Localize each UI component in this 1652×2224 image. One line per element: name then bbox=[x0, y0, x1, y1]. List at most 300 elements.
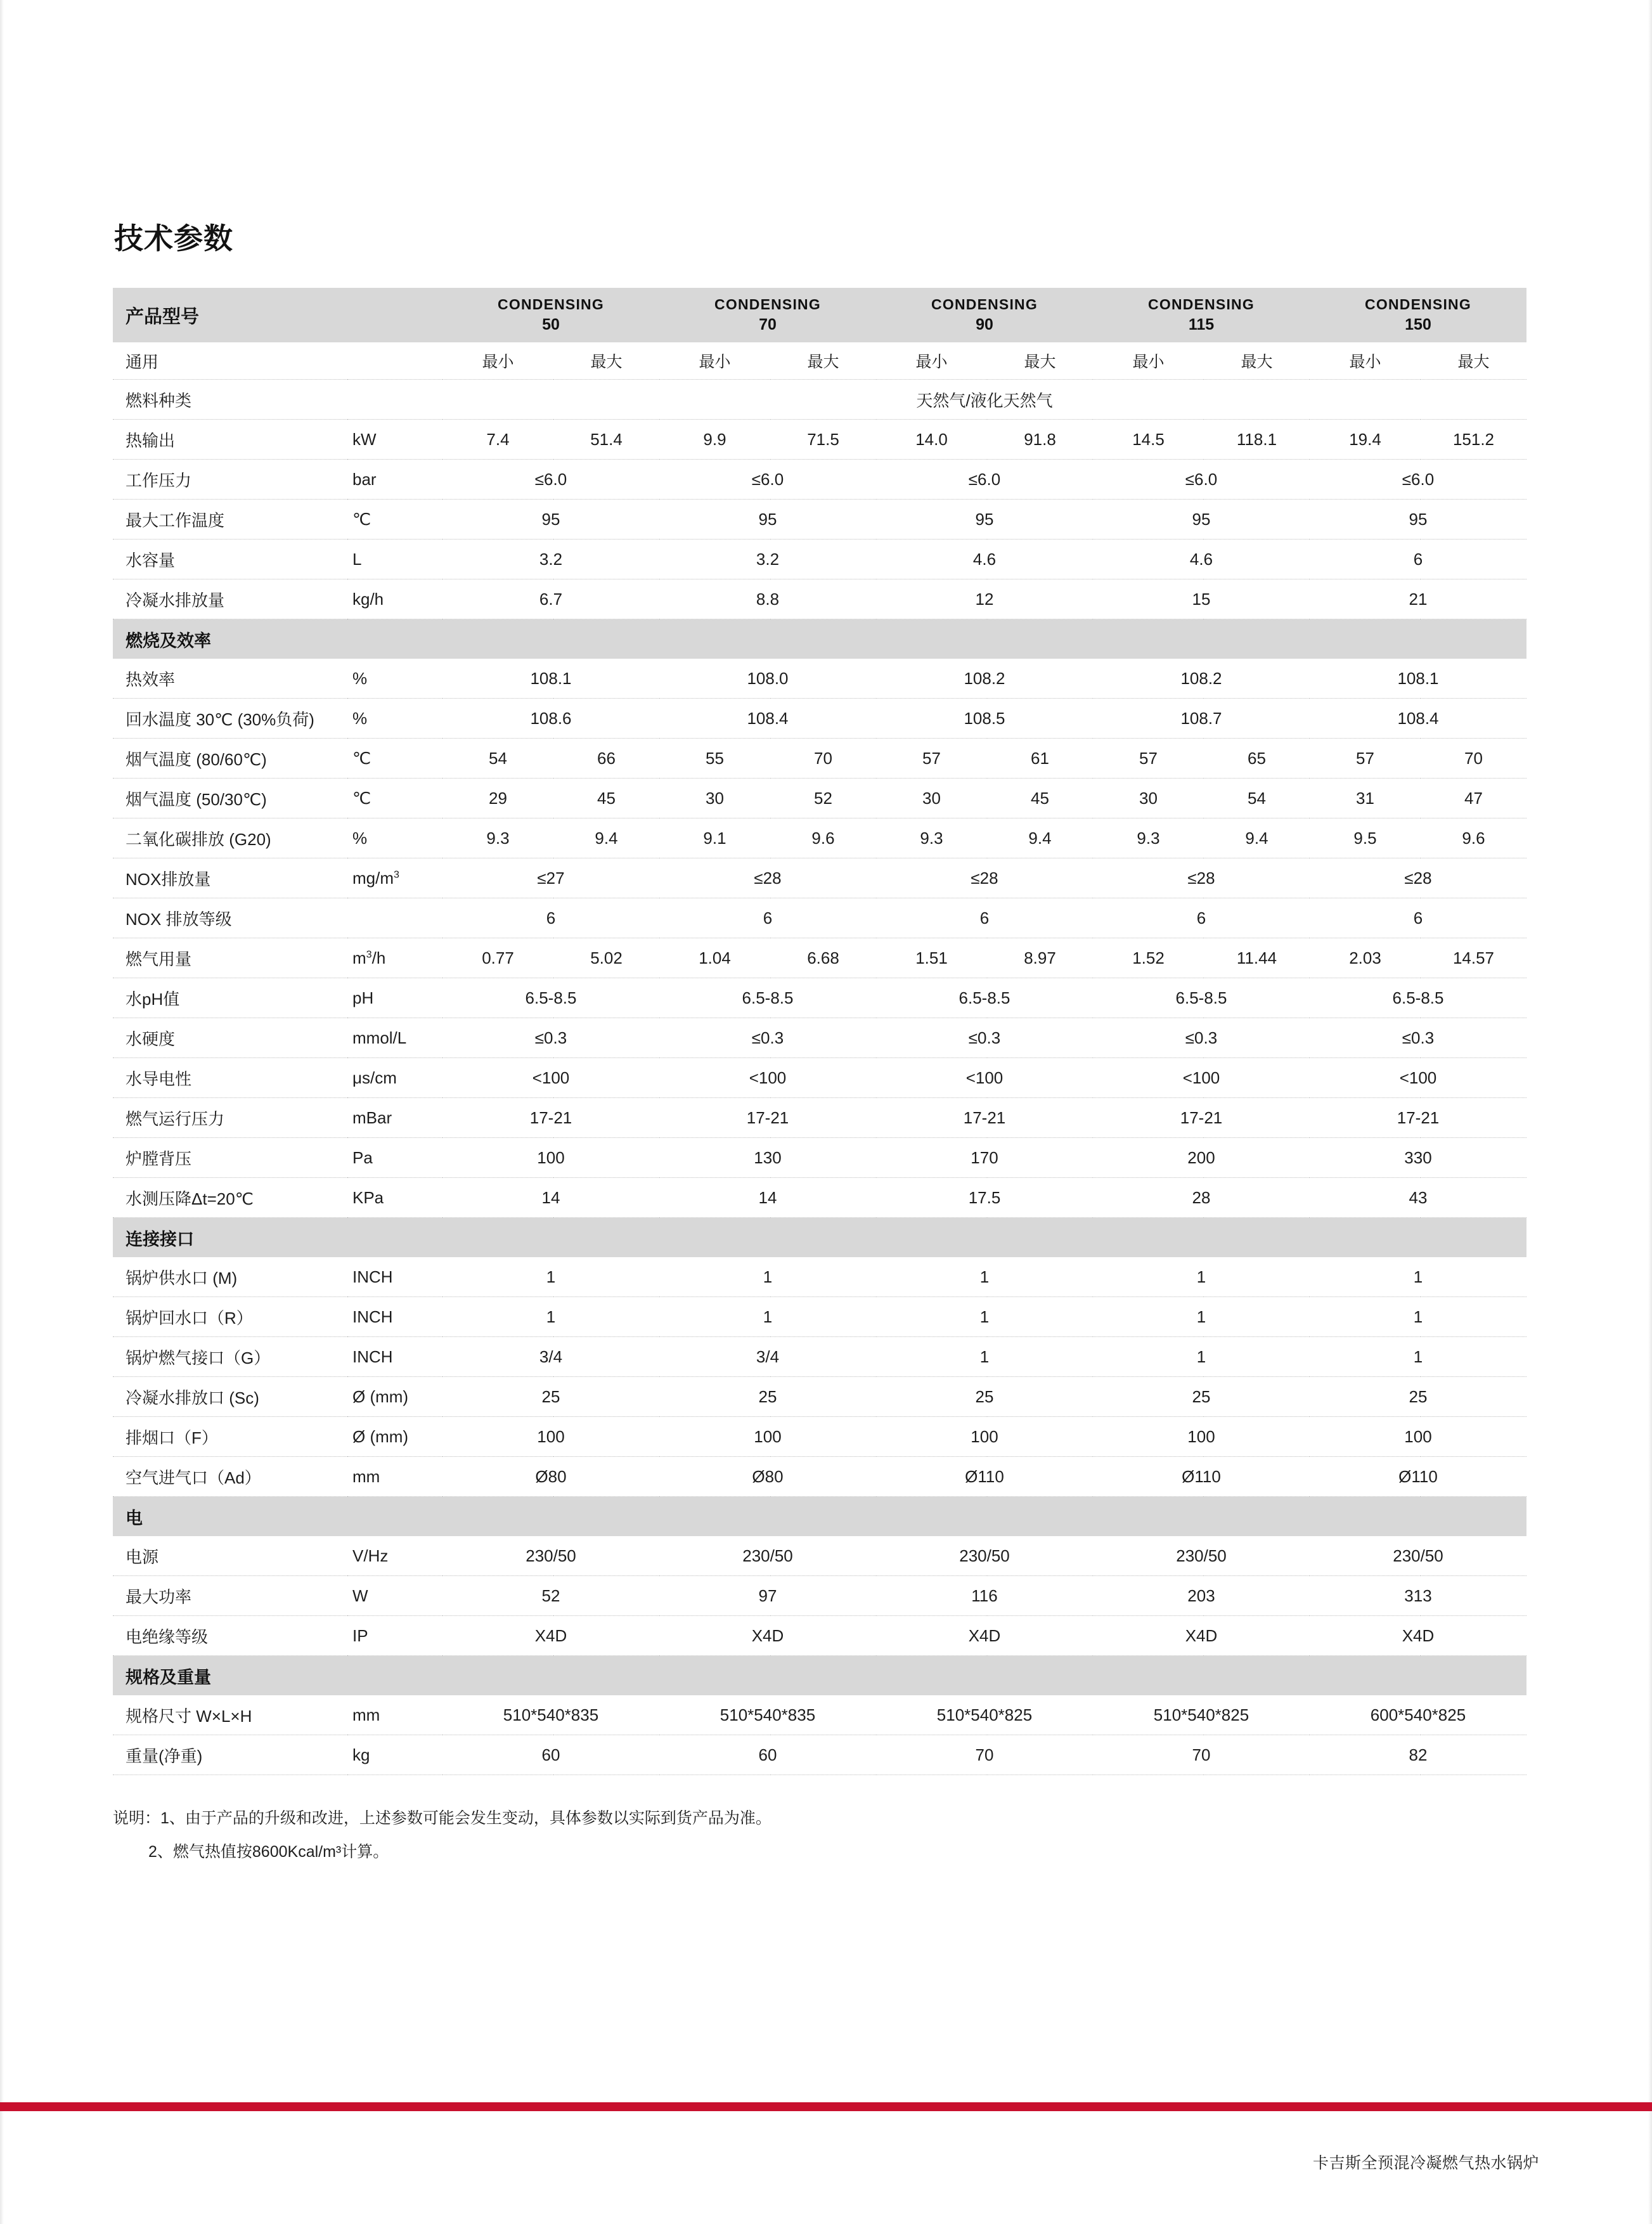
cell-value-4: Ø110 bbox=[1310, 1457, 1526, 1497]
cell-value-2: 1 bbox=[876, 1297, 1093, 1337]
cell-value-0: 25 bbox=[442, 1377, 659, 1417]
row-label: 电绝缘等级 bbox=[113, 1616, 347, 1656]
combustion-row-13 bbox=[113, 1178, 1526, 1218]
cell-value-2: 95 bbox=[876, 500, 1093, 540]
cell-min-1: 55 bbox=[659, 739, 770, 779]
model-header-0 bbox=[442, 288, 659, 342]
cell-value-3: 108.7 bbox=[1093, 699, 1310, 739]
footer-product-name: 卡吉斯全预混冷凝燃气热水锅炉 bbox=[1312, 2154, 1539, 2172]
cell-value-2: <100 bbox=[876, 1058, 1093, 1098]
row-unit: Ø (mm) bbox=[347, 1417, 442, 1457]
cell-value-1: Ø80 bbox=[659, 1457, 876, 1497]
row-unit: kg bbox=[347, 1735, 442, 1775]
combustion-row-11 bbox=[113, 1098, 1526, 1138]
cell-value-0: X4D bbox=[442, 1616, 659, 1656]
cell-value-4: 108.1 bbox=[1310, 659, 1526, 699]
notes-block bbox=[113, 1802, 1526, 1868]
cell-value-3: 25 bbox=[1093, 1377, 1310, 1417]
cell-value-3: 6 bbox=[1093, 898, 1310, 938]
row-label: 水pH值 bbox=[113, 978, 347, 1018]
row-label: 燃气用量 bbox=[113, 938, 347, 978]
connections-row-2 bbox=[113, 1337, 1526, 1377]
cell-max-2: 8.97 bbox=[987, 938, 1093, 978]
combustion-row-3 bbox=[113, 779, 1526, 818]
row-label: 水硬度 bbox=[113, 1018, 347, 1058]
cell-value-3: ≤28 bbox=[1093, 858, 1310, 898]
combustion-row-9 bbox=[113, 1018, 1526, 1058]
row-unit: IP bbox=[347, 1616, 442, 1656]
cell-value-1: 3.2 bbox=[659, 540, 876, 579]
cell-value-3: 203 bbox=[1093, 1576, 1310, 1616]
cell-min-4: 57 bbox=[1310, 739, 1421, 779]
cell-max-0: 51.4 bbox=[553, 420, 659, 460]
general-row-1 bbox=[113, 460, 1526, 500]
cell-value-4: 1 bbox=[1310, 1337, 1526, 1377]
row-unit: kW bbox=[347, 420, 442, 460]
cell-value-4: ≤6.0 bbox=[1310, 460, 1526, 500]
cell-value-1: 14 bbox=[659, 1178, 876, 1218]
cell-value-0: 108.1 bbox=[442, 659, 659, 699]
cell-max-1: 70 bbox=[770, 739, 876, 779]
cell-value-2: X4D bbox=[876, 1616, 1093, 1656]
row-label: NOX排放量 bbox=[113, 858, 347, 898]
cell-value-0: 6 bbox=[442, 898, 659, 938]
cell-max-2: 9.4 bbox=[987, 818, 1093, 858]
row-label: 冷凝水排放量 bbox=[113, 579, 347, 619]
row-label: 烟气温度 (80/60℃) bbox=[113, 739, 347, 779]
cell-value-2: 170 bbox=[876, 1138, 1093, 1178]
cell-value-1: 108.4 bbox=[659, 699, 876, 739]
row-unit bbox=[347, 380, 442, 420]
row-unit: $m^3/h$ bbox=[347, 938, 442, 978]
row-unit: INCH bbox=[347, 1297, 442, 1337]
cell-value-0: 100 bbox=[442, 1417, 659, 1457]
cell-value-0: 95 bbox=[442, 500, 659, 540]
cell-value-4: 1 bbox=[1310, 1297, 1526, 1337]
cell-value-0: 52 bbox=[442, 1576, 659, 1616]
row-unit: kg/h bbox=[347, 579, 442, 619]
connections-row-1 bbox=[113, 1297, 1526, 1337]
cell-value-2: 510*540*825 bbox=[876, 1695, 1093, 1735]
cell-min-3: 14.5 bbox=[1093, 420, 1204, 460]
cell-value-3: 4.6 bbox=[1093, 540, 1310, 579]
note-line-2: 2、燃气热值按8600Kcal/m³计算。 bbox=[148, 1842, 389, 1861]
row-label: 热效率 bbox=[113, 659, 347, 699]
cell-min-4: 19.4 bbox=[1310, 420, 1421, 460]
cell-min-0: 29 bbox=[442, 779, 553, 818]
model-header-3 bbox=[1093, 288, 1310, 342]
row-label: 规格尺寸 W×L×H bbox=[113, 1695, 347, 1735]
row-unit: pH bbox=[347, 978, 442, 1018]
cell-value-3: ≤0.3 bbox=[1093, 1018, 1310, 1058]
cell-value-2: ≤0.3 bbox=[876, 1018, 1093, 1058]
cell-value-4: 230/50 bbox=[1310, 1536, 1526, 1576]
dimensions-row-0 bbox=[113, 1695, 1526, 1735]
page-title: 技术参数 bbox=[114, 222, 233, 255]
note-line-1: 说明：1、由于产品的升级和改进，上述参数可能会发生变动，具体参数以实际到货产品为准。 bbox=[113, 1809, 771, 1827]
cell-value-1: 3/4 bbox=[659, 1337, 876, 1377]
combustion-row-1 bbox=[113, 699, 1526, 739]
model-name-0: CONDENSING bbox=[498, 295, 604, 313]
cell-min-4: 9.5 bbox=[1310, 818, 1421, 858]
specifications-table bbox=[113, 288, 1526, 1775]
cell-value-1: ≤0.3 bbox=[659, 1018, 876, 1058]
max-label-1: 最大 bbox=[770, 342, 876, 380]
cell-value-1: 1 bbox=[659, 1257, 876, 1297]
cell-value-0: 1 bbox=[442, 1257, 659, 1297]
cell-value-4: 21 bbox=[1310, 579, 1526, 619]
row-label: 空气进气口（Ad） bbox=[113, 1457, 347, 1497]
model-name-3: CONDENSING bbox=[1148, 295, 1255, 313]
connections-row-3 bbox=[113, 1377, 1526, 1417]
cell-value-1: 100 bbox=[659, 1417, 876, 1457]
cell-value-0: 3/4 bbox=[442, 1337, 659, 1377]
cell-max-4: 70 bbox=[1421, 739, 1526, 779]
cell-max-3: 11.44 bbox=[1204, 938, 1310, 978]
row-unit: KPa bbox=[347, 1178, 442, 1218]
cell-value-1: X4D bbox=[659, 1616, 876, 1656]
row-unit: % bbox=[347, 818, 442, 858]
cell-value-3: X4D bbox=[1093, 1616, 1310, 1656]
cell-max-2: 45 bbox=[987, 779, 1093, 818]
cell-value-0: <100 bbox=[442, 1058, 659, 1098]
cell-value-3: 1 bbox=[1093, 1297, 1310, 1337]
cell-value-2: 6 bbox=[876, 898, 1093, 938]
row-label: 回水温度 30℃ (30%负荷) bbox=[113, 699, 347, 739]
row-label: 燃料种类 bbox=[113, 380, 347, 420]
cell-value-1: ≤28 bbox=[659, 858, 876, 898]
cell-value-2: 70 bbox=[876, 1735, 1093, 1775]
min-label-3: 最小 bbox=[1093, 342, 1204, 380]
row-unit: $mg/m^3$ bbox=[347, 858, 442, 898]
cell-value-2: Ø110 bbox=[876, 1457, 1093, 1497]
cell-value-2: ≤28 bbox=[876, 858, 1093, 898]
cell-value-3: 70 bbox=[1093, 1735, 1310, 1775]
cell-value-0: 14 bbox=[442, 1178, 659, 1218]
cell-value-0: Ø80 bbox=[442, 1457, 659, 1497]
row-label: 锅炉燃气接口（G） bbox=[113, 1337, 347, 1377]
header-label: 产品型号 bbox=[113, 288, 347, 342]
section-title: 连接接口 bbox=[113, 1218, 1526, 1258]
row-unit: Pa bbox=[347, 1138, 442, 1178]
row-unit: W bbox=[347, 1576, 442, 1616]
cell-max-3: 65 bbox=[1204, 739, 1310, 779]
cell-value-2: 4.6 bbox=[876, 540, 1093, 579]
cell-value-1: <100 bbox=[659, 1058, 876, 1098]
cell-value-1: 60 bbox=[659, 1735, 876, 1775]
section-title: 燃烧及效率 bbox=[113, 619, 1526, 659]
row-unit: mmol/L bbox=[347, 1018, 442, 1058]
connections-row-4 bbox=[113, 1417, 1526, 1457]
row-unit: mm bbox=[347, 1457, 442, 1497]
electric-row-1 bbox=[113, 1576, 1526, 1616]
section-connections bbox=[113, 1218, 1526, 1258]
cell-value-0: 6.7 bbox=[442, 579, 659, 619]
general-row-3 bbox=[113, 540, 1526, 579]
cell-value-2: 100 bbox=[876, 1417, 1093, 1457]
cell-min-2: 57 bbox=[876, 739, 987, 779]
row-label: 电源 bbox=[113, 1536, 347, 1576]
cell-min-2: 14.0 bbox=[876, 420, 987, 460]
row-label: 烟气温度 (50/30℃) bbox=[113, 779, 347, 818]
row-unit: Ø (mm) bbox=[347, 1377, 442, 1417]
cell-min-1: 9.1 bbox=[659, 818, 770, 858]
cell-value-2: 1 bbox=[876, 1257, 1093, 1297]
general-row-0 bbox=[113, 420, 1526, 460]
cell-value-1: 8.8 bbox=[659, 579, 876, 619]
cell-value-3: 1 bbox=[1093, 1257, 1310, 1297]
cell-value-1: 230/50 bbox=[659, 1536, 876, 1576]
cell-value-4: 330 bbox=[1310, 1138, 1526, 1178]
cell-value-0: ≤27 bbox=[442, 858, 659, 898]
cell-max-1: 9.6 bbox=[770, 818, 876, 858]
cell-value-4: 17-21 bbox=[1310, 1098, 1526, 1138]
cell-value-3: ≤6.0 bbox=[1093, 460, 1310, 500]
page-edge-right bbox=[1648, 0, 1652, 2224]
row-label: 最大功率 bbox=[113, 1576, 347, 1616]
table-header-row bbox=[113, 288, 1526, 342]
electric-row-2 bbox=[113, 1616, 1526, 1656]
cell-value-0: ≤6.0 bbox=[442, 460, 659, 500]
row-label: 排烟口（F） bbox=[113, 1417, 347, 1457]
cell-max-4: 151.2 bbox=[1421, 420, 1526, 460]
combustion-row-7 bbox=[113, 938, 1526, 978]
model-number-3: 115 bbox=[1188, 315, 1215, 333]
model-header-1 bbox=[659, 288, 876, 342]
general-row-4 bbox=[113, 579, 1526, 619]
max-label-0: 最大 bbox=[553, 342, 659, 380]
cell-value-4: 100 bbox=[1310, 1417, 1526, 1457]
cell-min-3: 30 bbox=[1093, 779, 1204, 818]
cell-max-4: 9.6 bbox=[1421, 818, 1526, 858]
min-label-4: 最小 bbox=[1310, 342, 1421, 380]
cell-value-0: 230/50 bbox=[442, 1536, 659, 1576]
row-unit: L bbox=[347, 540, 442, 579]
row-unit: bar bbox=[347, 460, 442, 500]
row-fuel-type bbox=[113, 380, 1526, 420]
cell-value-3: 108.2 bbox=[1093, 659, 1310, 699]
cell-value-1: 510*540*835 bbox=[659, 1695, 876, 1735]
cell-value-3: 100 bbox=[1093, 1417, 1310, 1457]
model-name-2: CONDENSING bbox=[931, 295, 1038, 313]
general-unit bbox=[347, 342, 442, 380]
row-label: 热输出 bbox=[113, 420, 347, 460]
cell-min-3: 1.52 bbox=[1093, 938, 1204, 978]
cell-max-2: 61 bbox=[987, 739, 1093, 779]
cell-value-0: ≤0.3 bbox=[442, 1018, 659, 1058]
row-unit: μs/cm bbox=[347, 1058, 442, 1098]
row-unit: mm bbox=[347, 1695, 442, 1735]
cell-value-3: 15 bbox=[1093, 579, 1310, 619]
cell-value-0: 3.2 bbox=[442, 540, 659, 579]
row-label: NOX 排放等级 bbox=[113, 898, 347, 938]
combustion-row-6 bbox=[113, 898, 1526, 938]
cell-value-0: 100 bbox=[442, 1138, 659, 1178]
row-unit: ℃ bbox=[347, 779, 442, 818]
cell-max-4: 47 bbox=[1421, 779, 1526, 818]
cell-value-0: 17-21 bbox=[442, 1098, 659, 1138]
row-unit: ℃ bbox=[347, 500, 442, 540]
electric-row-0 bbox=[113, 1536, 1526, 1576]
page-edge-left bbox=[0, 0, 4, 2224]
cell-value-1: 6 bbox=[659, 898, 876, 938]
cell-value-1: 6.5-8.5 bbox=[659, 978, 876, 1018]
cell-value-0: 6.5-8.5 bbox=[442, 978, 659, 1018]
cell-value-2: ≤6.0 bbox=[876, 460, 1093, 500]
cell-min-1: 1.04 bbox=[659, 938, 770, 978]
model-number-4: 150 bbox=[1405, 315, 1431, 333]
cell-value-4: 25 bbox=[1310, 1377, 1526, 1417]
cell-max-1: 52 bbox=[770, 779, 876, 818]
section-dimensions bbox=[113, 1656, 1526, 1696]
combustion-row-4 bbox=[113, 818, 1526, 858]
cell-value-4: 108.4 bbox=[1310, 699, 1526, 739]
cell-value-3: 95 bbox=[1093, 500, 1310, 540]
cell-value-4: 95 bbox=[1310, 500, 1526, 540]
cell-value-3: 200 bbox=[1093, 1138, 1310, 1178]
cell-min-0: 54 bbox=[442, 739, 553, 779]
cell-value-2: 17-21 bbox=[876, 1098, 1093, 1138]
cell-value-2: 116 bbox=[876, 1576, 1093, 1616]
cell-max-1: 71.5 bbox=[770, 420, 876, 460]
cell-min-1: 9.9 bbox=[659, 420, 770, 460]
cell-value-2: 108.5 bbox=[876, 699, 1093, 739]
cell-value-4: 6.5-8.5 bbox=[1310, 978, 1526, 1018]
cell-max-0: 9.4 bbox=[553, 818, 659, 858]
row-label: 锅炉回水口（R） bbox=[113, 1297, 347, 1337]
row-unit: V/Hz bbox=[347, 1536, 442, 1576]
section-title: 规格及重量 bbox=[113, 1656, 1526, 1696]
connections-row-5 bbox=[113, 1457, 1526, 1497]
cell-max-4: 14.57 bbox=[1421, 938, 1526, 978]
cell-value-3: 6.5-8.5 bbox=[1093, 978, 1310, 1018]
model-name-4: CONDENSING bbox=[1365, 295, 1471, 313]
cell-value-2: 17.5 bbox=[876, 1178, 1093, 1218]
row-unit: INCH bbox=[347, 1257, 442, 1297]
row-label: 水导电性 bbox=[113, 1058, 347, 1098]
row-label: 工作压力 bbox=[113, 460, 347, 500]
row-unit: % bbox=[347, 699, 442, 739]
cell-value-2: 6.5-8.5 bbox=[876, 978, 1093, 1018]
row-label: 最大工作温度 bbox=[113, 500, 347, 540]
cell-min-0: 9.3 bbox=[442, 818, 553, 858]
cell-value-0: 108.6 bbox=[442, 699, 659, 739]
cell-min-2: 30 bbox=[876, 779, 987, 818]
cell-value-1: ≤6.0 bbox=[659, 460, 876, 500]
cell-value-2: 12 bbox=[876, 579, 1093, 619]
cell-max-3: 54 bbox=[1204, 779, 1310, 818]
cell-value-2: 25 bbox=[876, 1377, 1093, 1417]
row-unit: ℃ bbox=[347, 739, 442, 779]
content-area bbox=[113, 216, 1526, 1868]
header-unit-cell bbox=[347, 288, 442, 342]
cell-value-3: Ø110 bbox=[1093, 1457, 1310, 1497]
cell-max-3: 9.4 bbox=[1204, 818, 1310, 858]
row-unit: INCH bbox=[347, 1337, 442, 1377]
general-row-2 bbox=[113, 500, 1526, 540]
cell-value-1: 97 bbox=[659, 1576, 876, 1616]
cell-min-4: 2.03 bbox=[1310, 938, 1421, 978]
row-label: 锅炉供水口 (M) bbox=[113, 1257, 347, 1297]
cell-max-0: 45 bbox=[553, 779, 659, 818]
cell-value-3: 1 bbox=[1093, 1337, 1310, 1377]
model-number-1: 70 bbox=[759, 315, 777, 333]
cell-value-1: 130 bbox=[659, 1138, 876, 1178]
cell-value-4: 43 bbox=[1310, 1178, 1526, 1218]
max-label-4: 最大 bbox=[1421, 342, 1526, 380]
section-electric bbox=[113, 1497, 1526, 1537]
cell-value-4: 600*540*825 bbox=[1310, 1695, 1526, 1735]
min-label-1: 最小 bbox=[659, 342, 770, 380]
section-combustion bbox=[113, 619, 1526, 659]
min-label-2: 最小 bbox=[876, 342, 987, 380]
dimensions-row-1 bbox=[113, 1735, 1526, 1775]
cell-min-3: 57 bbox=[1093, 739, 1204, 779]
cell-value-1: 25 bbox=[659, 1377, 876, 1417]
footer-accent-bar bbox=[0, 2102, 1652, 2111]
model-header-4 bbox=[1310, 288, 1526, 342]
row-label: 水容量 bbox=[113, 540, 347, 579]
cell-min-0: 0.77 bbox=[442, 938, 553, 978]
combustion-row-5 bbox=[113, 858, 1526, 898]
cell-value-4: 313 bbox=[1310, 1576, 1526, 1616]
cell-value-4: 1 bbox=[1310, 1257, 1526, 1297]
cell-max-0: 5.02 bbox=[553, 938, 659, 978]
cell-min-0: 7.4 bbox=[442, 420, 553, 460]
cell-max-1: 6.68 bbox=[770, 938, 876, 978]
minmax-header-row bbox=[113, 342, 1526, 380]
cell-value-1: 108.0 bbox=[659, 659, 876, 699]
fuel-type-value: 天然气/液化天然气 bbox=[442, 380, 1526, 420]
max-label-3: 最大 bbox=[1204, 342, 1310, 380]
cell-min-4: 31 bbox=[1310, 779, 1421, 818]
row-label: 炉膛背压 bbox=[113, 1138, 347, 1178]
combustion-row-12 bbox=[113, 1138, 1526, 1178]
row-label: 重量(净重) bbox=[113, 1735, 347, 1775]
max-label-2: 最大 bbox=[987, 342, 1093, 380]
general-label: 通用 bbox=[113, 342, 347, 380]
cell-value-0: 510*540*835 bbox=[442, 1695, 659, 1735]
cell-value-4: ≤0.3 bbox=[1310, 1018, 1526, 1058]
min-label-0: 最小 bbox=[442, 342, 553, 380]
combustion-row-0 bbox=[113, 659, 1526, 699]
cell-value-0: 60 bbox=[442, 1735, 659, 1775]
connections-row-0 bbox=[113, 1257, 1526, 1297]
cell-value-1: 95 bbox=[659, 500, 876, 540]
cell-value-4: ≤28 bbox=[1310, 858, 1526, 898]
cell-value-1: 1 bbox=[659, 1297, 876, 1337]
cell-max-0: 66 bbox=[553, 739, 659, 779]
cell-value-3: 17-21 bbox=[1093, 1098, 1310, 1138]
model-header-2 bbox=[876, 288, 1093, 342]
cell-value-4: 6 bbox=[1310, 540, 1526, 579]
combustion-row-10 bbox=[113, 1058, 1526, 1098]
model-number-2: 90 bbox=[976, 315, 993, 333]
section-title: 电 bbox=[113, 1497, 1526, 1537]
combustion-row-8 bbox=[113, 978, 1526, 1018]
model-name-1: CONDENSING bbox=[714, 295, 821, 313]
cell-value-4: <100 bbox=[1310, 1058, 1526, 1098]
cell-value-3: 28 bbox=[1093, 1178, 1310, 1218]
cell-min-1: 30 bbox=[659, 779, 770, 818]
cell-value-0: 1 bbox=[442, 1297, 659, 1337]
cell-value-2: 1 bbox=[876, 1337, 1093, 1377]
cell-value-3: 230/50 bbox=[1093, 1536, 1310, 1576]
row-label: 燃气运行压力 bbox=[113, 1098, 347, 1138]
cell-value-2: 230/50 bbox=[876, 1536, 1093, 1576]
cell-value-4: 6 bbox=[1310, 898, 1526, 938]
row-unit: mBar bbox=[347, 1098, 442, 1138]
